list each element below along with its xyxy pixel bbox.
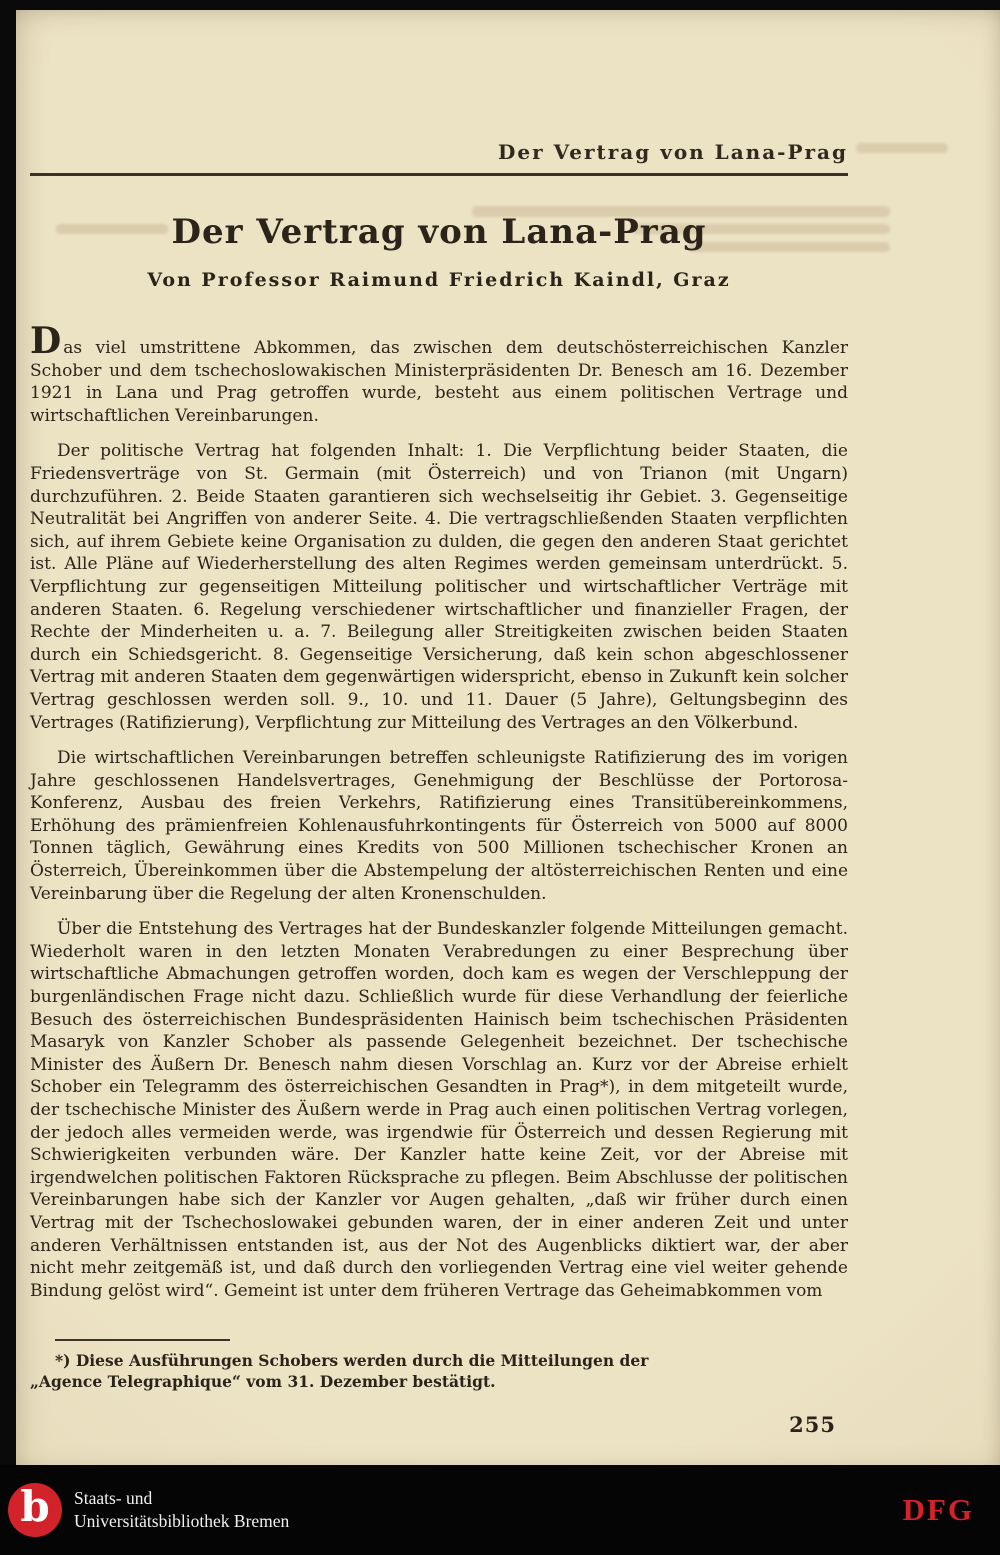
- footnote-area: [30, 1339, 848, 1437]
- library-logo: [8, 1483, 62, 1537]
- ghost-text: [856, 143, 948, 153]
- article-body: [30, 320, 848, 1315]
- article-title: Der Vertrag von Lana-Prag: [171, 212, 707, 252]
- body-paragraph-4: Über die Entstehung des Vertrages hat der Bundeskanzler folgende Mitteilungen gemacht. Wiederholt waren in den letzten Monaten Verabredungen zu einer Besprechung über wirtschaftliche Abmachungen getroffen worden, doch kam es wegen der Verschleppung der burgenländischen Frage nicht dazu. Schließlich wurde für diese Verhandlung der feierliche Besuch des österreichischen Bundespräsidenten Hainisch beim tschechischen Präsidenten Masaryk von Kanzler Schober als passende Gelegenheit bezeichnet. Der tschechische Minister des Äußern Dr. Benesch nahm diesen Vorschlag an. Kurz vor der Abreise erhielt Schober ein Telegramm des österreichischen Gesandten in Prag*), in dem mitgeteilt wurde, der tschechische Minister des Äußern werde in Prag auch einen politischen Vertrag vorlegen, der jedoch alles vermeiden werde, was irgendwie für Österreich und dessen Regierung mit Schwierigkeiten verbunden wäre. Der Kanzler hatte keine Zeit, vor der Abreise mit irgendwelchen politischen Faktoren Rücksprache zu pflegen. Beim Abschlusse der politischen Vereinbarungen habe sich der Kanzler vor Augen gehalten, „daß wir früher durch einen Vertrag mit der Tschechoslowakei gebunden waren, der in einer anderen Zeit und unter anderen Verhältnissen entstanden ist, aus der Not des Augenblicks diktiert war, der aber nicht mehr zeitgemäß ist, und daß durch den vorliegenden Vertrag eine viel weiter gehende Bindung gelöst wird“. Gemeint ist unter dem früheren Vertrage das Geheimabkommen vom: [30, 919, 848, 1301]
- scan-edge-top: [0, 0, 1000, 10]
- page-number: 255: [789, 1412, 836, 1437]
- library-footer-bar: [0, 1465, 1000, 1555]
- header-rule: [30, 173, 848, 176]
- dfg-logo: DFG: [902, 1492, 974, 1527]
- library-name-line2: Universitätsbibliothek Bremen: [74, 1511, 290, 1531]
- footnote-text: *) Diese Ausführungen Schobers werden durch die Mitteilungen der „Agence Telegraphique“ vom 31. Dezember bestätigt.: [30, 1351, 649, 1391]
- footnote-rule: [55, 1339, 230, 1341]
- library-name-line1: Staats- und: [74, 1488, 153, 1508]
- body-paragraph-2: Der politische Vertrag hat folgenden Inhalt: 1. Die Verpflichtung beider Staaten, die Friedensverträge von St. Germain (mit Österreich) und von Trianon (mit Ungarn) durchzuführen. 2. Beide Staaten garantieren sich wechselseitig ihr Gebiet. 3. Gegenseitige Neutralität bei Angriffen von anderer Seite. 4. Die vertragschließenden Staaten verpflichten sich, auf ihrem Gebiete keine Organisation zu dulden, die gegen den anderen Staat gerichtet ist. Alle Pläne auf Wiederherstellung des alten Regimes werden gemeinsam unterdrückt. 5. Verpflichtung zur gegenseitigen Mitteilung politischer und wirtschaftlicher Verträge mit anderen Staaten. 6. Regelung verschiedener wirtschaftlicher und finanzieller Fragen, der Rechte der Minderheiten u. a. 7. Beilegung aller Streitigkeiten zwischen beiden Staaten durch ein Schiedsgericht. 8. Gegenseitige Versicherung, daß kein schon abgeschlossener Vertrag mit anderen Staaten dem gegenwärtigen widerspricht, ebenso in Zukunft kein solcher Vertrag geschlossen werden soll. 9., 10. und 11. Dauer (5 Jahre), Geltungsbeginn des Vertrages (Ratifizierung), Verpflichtung zur Mitteilung des Vertrages an den Völkerbund.: [30, 441, 848, 733]
- library-name: [74, 1487, 289, 1533]
- library-logo-letter: b: [20, 1482, 50, 1531]
- scan-edge-left: [0, 0, 16, 1465]
- article-byline: Von Professor Raimund Friedrich Kaindl, Graz: [147, 269, 731, 291]
- running-header: Der Vertrag von Lana-Prag: [498, 140, 848, 164]
- body-paragraph-3: Die wirtschaftlichen Vereinbarungen betreffen schleunigste Ratifizierung des im vorigen Jahre geschlossenen Handelsvertrages, Genehmigung der Beschlüsse der Portorosa-Konferenz, Ausbau des freien Verkehrs, Ratifizierung eines Transitübereinkommens, Erhöhung des prämienfreien Kohlenausfuhrkontingents für Österreich von 5000 auf 8000 Tonnen täglich, Gewährung eines Kredits von 500 Millionen tschechischer Kronen an Österreich, Übereinkommen über die Abstempelung der altösterreichischen Renten und eine Vereinbarung über die Regelung der alten Kronenschulden.: [30, 748, 848, 904]
- body-paragraph-1: Das viel umstrittene Abkommen, das zwischen dem deutschösterreichischen Kanzler Schober und dem tschechoslowakischen Ministerpräsidenten Dr. Benesch am 16. Dezember 1921 in Lana und Prag getroffen wurde, besteht aus einem politischen Vertrage und wirtschaftlichen Vereinbarungen.: [30, 320, 848, 426]
